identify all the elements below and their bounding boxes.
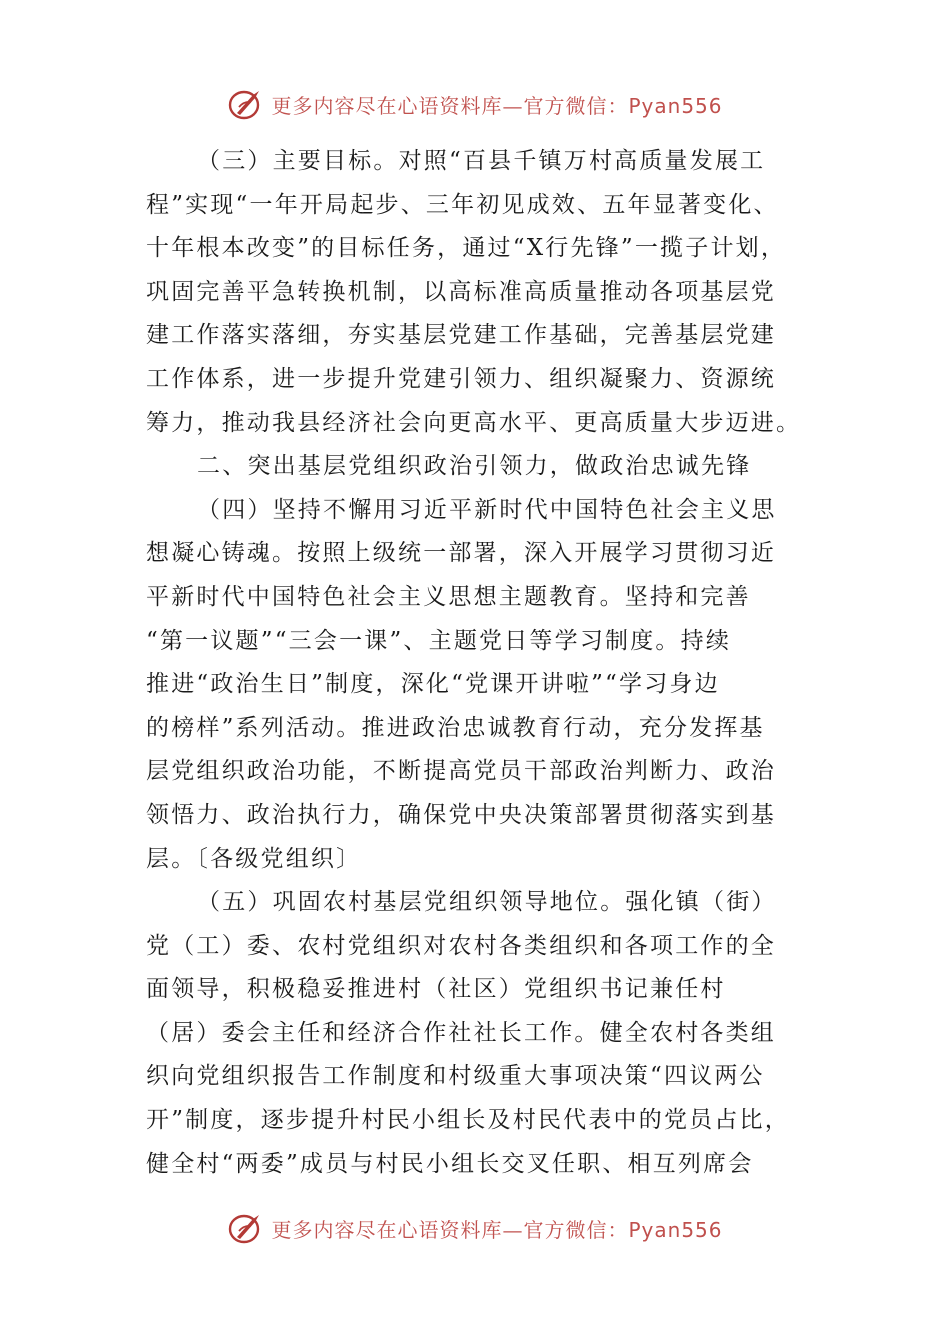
- wechat-id: Pyan556: [628, 1217, 723, 1242]
- text-line: 推进“政治生日”制度，深化“党课开讲啦”“学习身边: [146, 671, 720, 698]
- text-line: 党（工）委、农村党组织对农村各类组织和各项工作的全: [146, 932, 776, 959]
- text-line: 想凝心铸魂。按照上级统一部署，深入开展学习贯彻习近: [146, 540, 776, 567]
- text-line: 二、突出基层党组织政治引领力，做政治忠诚先锋: [197, 453, 752, 480]
- banner-text: 更多内容尽在心语资料库—官方微信：Pyan556: [271, 1217, 723, 1242]
- text-line: 领悟力、政治执行力，确保党中央决策部署贯彻落实到基: [146, 801, 776, 828]
- text-line: 程”实现“一年开局起步、三年初见成效、五年显著变化、: [146, 191, 779, 218]
- text-line: 工作体系，进一步提升党建引领力、组织凝聚力、资源统: [146, 365, 776, 392]
- document-body: [146, 140, 810, 1186]
- pen-nib-circle-icon: [227, 87, 265, 121]
- text-line: （四）坚持不懈用习近平新时代中国特色社会主义思: [197, 496, 777, 523]
- text-line: 健全村“两委”成员与村民小组长交叉任职、相互列席会: [146, 1150, 754, 1177]
- text-line: 建工作落实落细，夯实基层党建工作基础，完善基层党建: [146, 322, 776, 349]
- header-banner: [0, 84, 950, 124]
- text-line: 开”制度，逐步提升村民小组长及村民代表中的党员占比，: [146, 1107, 790, 1134]
- text-line: 的榜样”系列活动。推进政治忠诚教育行动，充分发挥基: [146, 714, 765, 741]
- wechat-id: Pyan556: [628, 93, 723, 118]
- text-line: 织向党组织报告工作制度和村级重大事项决策“四议两公: [146, 1063, 765, 1090]
- text-line: 筹力，推动我县经济社会向更高水平、更高质量大步迈进。: [146, 409, 802, 436]
- text-line: 平新时代中国特色社会主义思想主题教育。坚持和完善: [146, 583, 751, 610]
- text-line: “第一议题”“三会一课”、主题党日等学习制度。持续: [146, 627, 732, 654]
- text-line: 层党组织政治功能，不断提高党员干部政治判断力、政治: [146, 758, 776, 785]
- text-line: （三）主要目标。对照“百县千镇万村高质量发展工: [197, 148, 766, 174]
- pen-nib-circle-icon: [227, 1211, 265, 1245]
- text-line: 巩固完善平急转换机制，以高标准高质量推动各项基层党: [146, 278, 776, 305]
- text-line: 层。〔各级党组织〕: [146, 845, 362, 872]
- text-line: 面领导，积极稳妥推进村（社区）党组织书记兼任村: [146, 976, 726, 1003]
- text-line: 十年根本改变”的目标任务，通过“X行先锋”一揽子计划，: [146, 235, 787, 262]
- text-line: （五）巩固农村基层党组织领导地位。强化镇（街）: [197, 889, 777, 916]
- banner-text: 更多内容尽在心语资料库—官方微信：Pyan556: [271, 93, 723, 118]
- text-line: （居）委会主任和经济合作社社长工作。健全农村各类组: [146, 1019, 776, 1046]
- footer-banner: [0, 1208, 950, 1248]
